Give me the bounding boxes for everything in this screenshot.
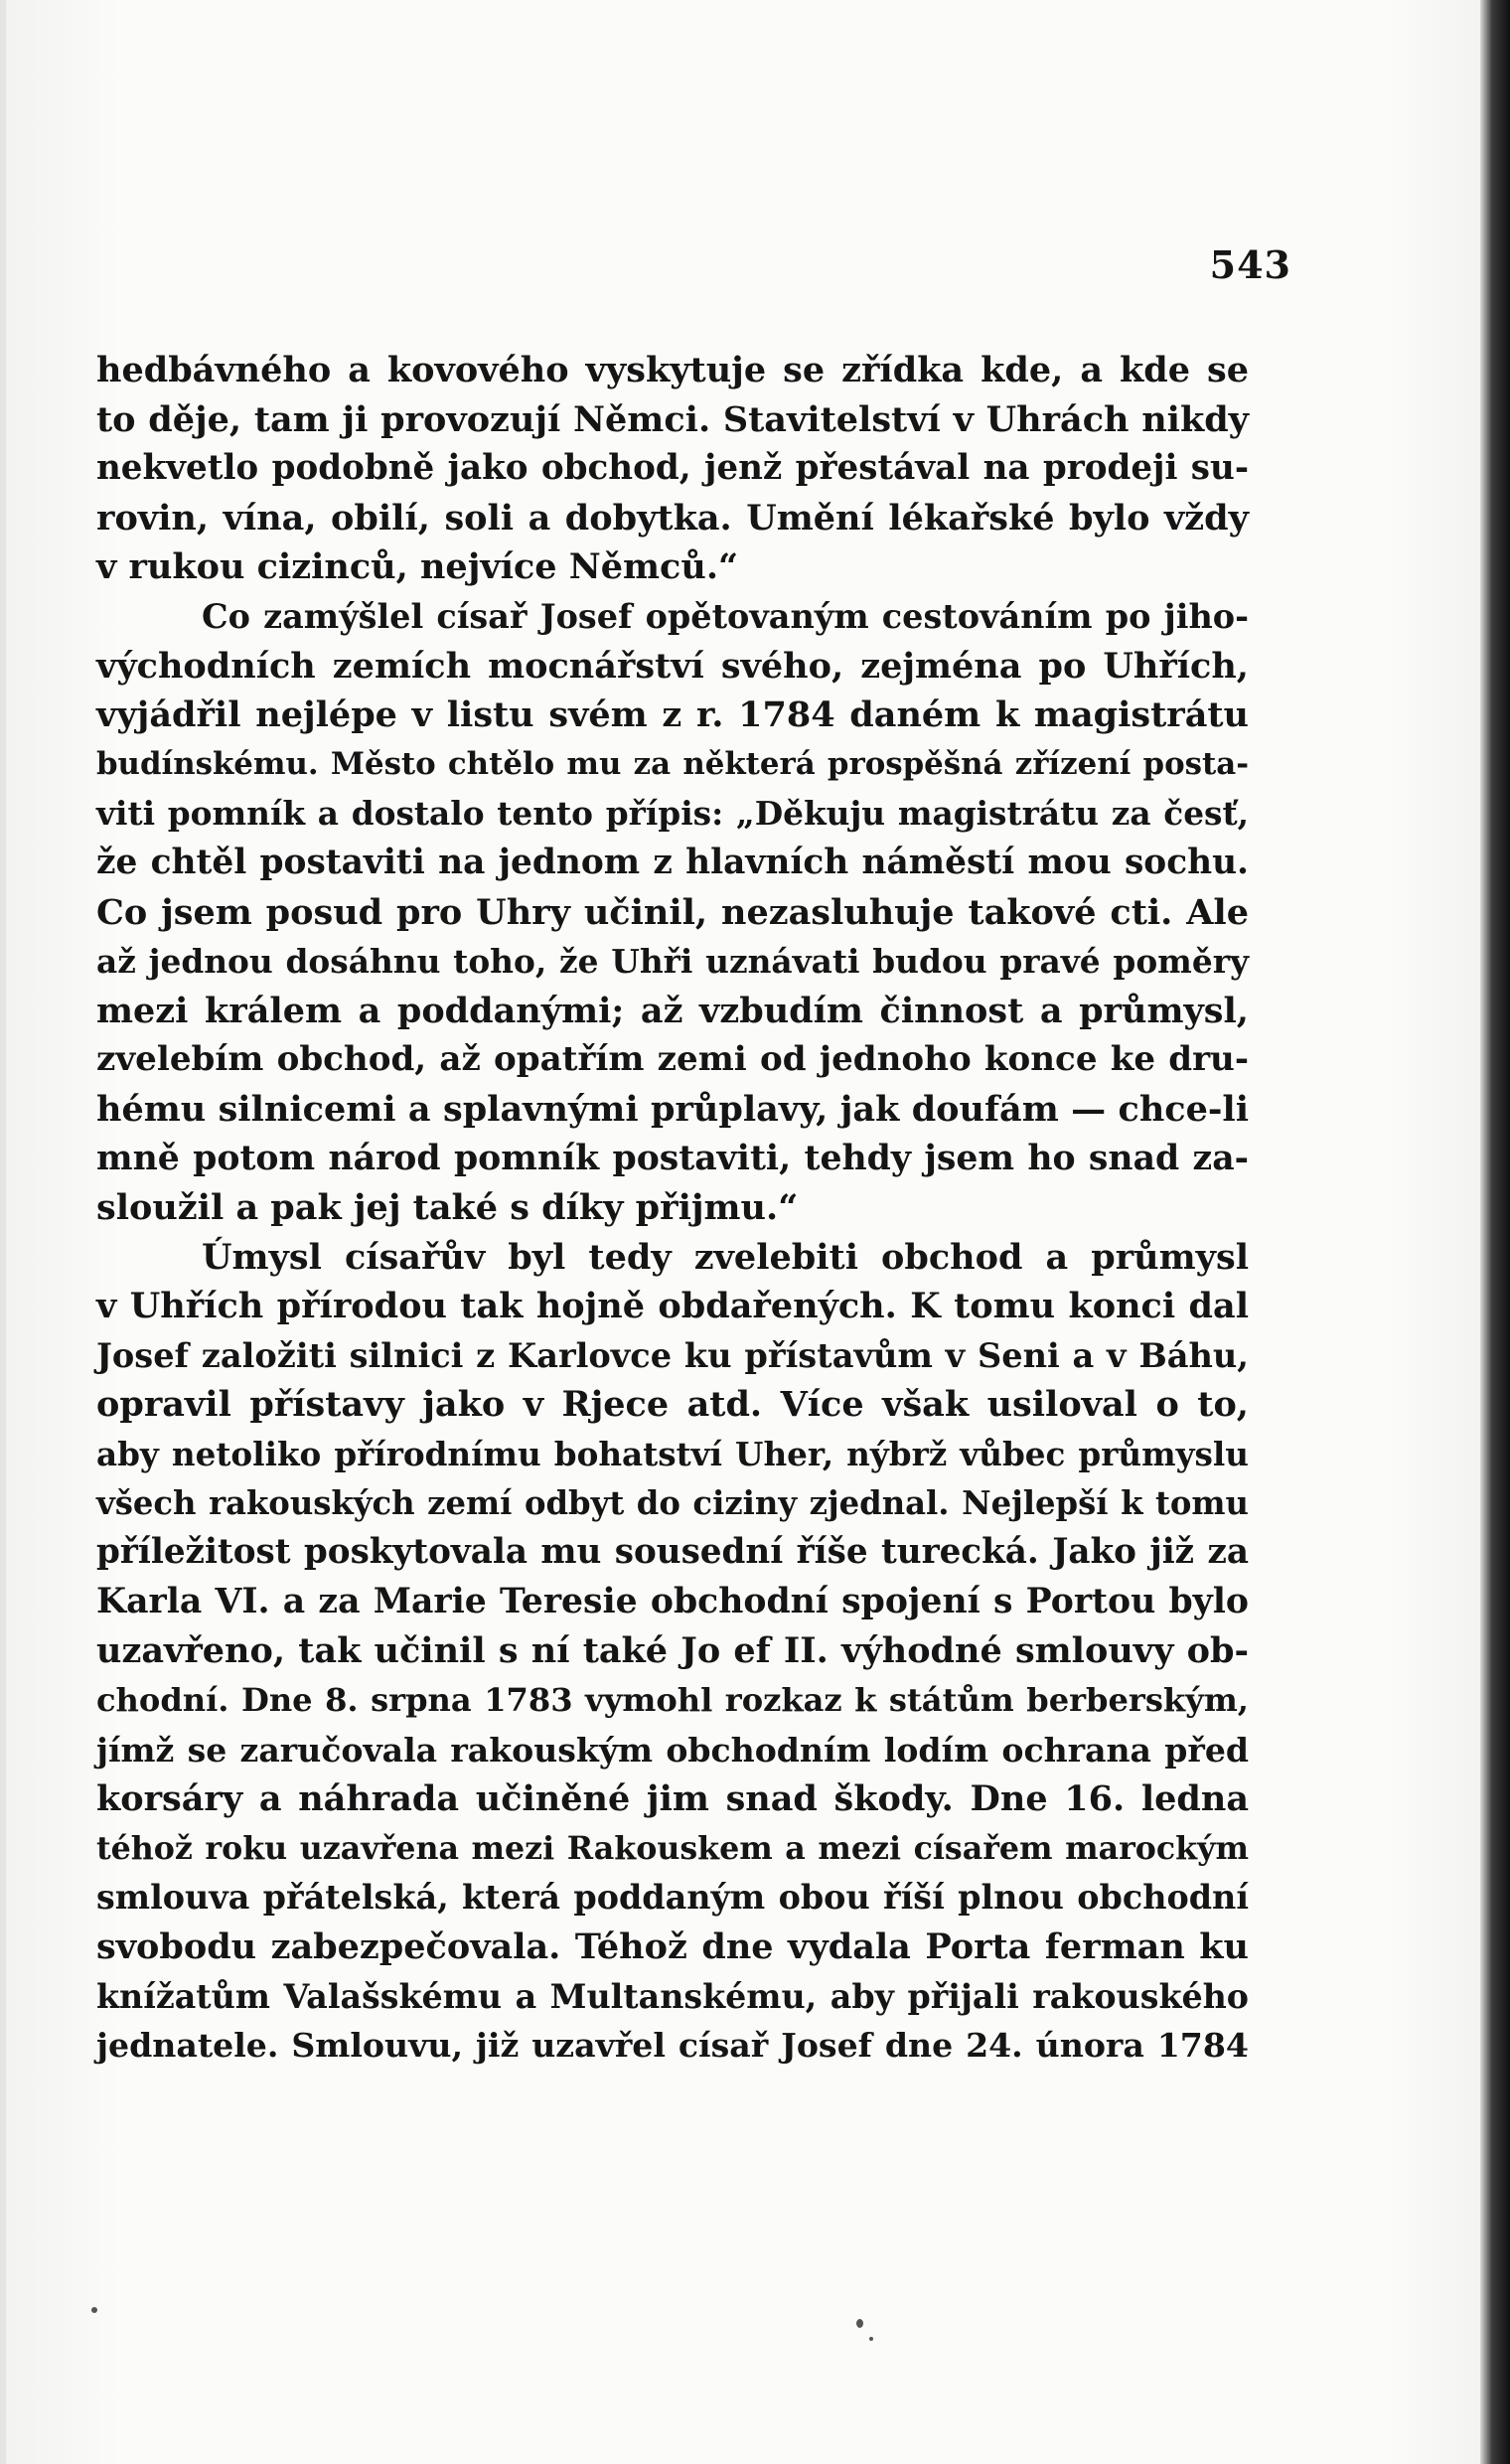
text-line: knížatům Valašskému a Multanskému, aby přijali rakouského [96,1976,1249,2016]
text-line: smlouva přátelská, která poddaným obou říší plnou obchodní [96,1878,1249,1918]
text-line: vyjádřil nejlépe v listu svém z r. 1784 daném k magistrátu [96,694,1249,736]
text-line: mezi králem a poddanými; až vzbudím činnost a průmysl, [96,990,1249,1031]
text-line: v Uhřích přírodou tak hojně obdařených. K tomu konci dal [96,1286,1249,1327]
text-line: rovin, vína, obilí, soli a dobytka. Umění lékařské bylo vždy [96,497,1249,539]
text-line: že chtěl postaviti na jednom z hlavních náměstí mou sochu. [96,842,1249,882]
text-line: zvelebím obchod, až opatřím zemi od jednoho konce ke dru- [96,1039,1249,1080]
text-line: jednatele. Smlouvu, již uzavřel císař Josef dne 24. února 1784 [96,2026,1249,2066]
print-speck [856,2319,863,2328]
text-line: uzavřeno, tak učinil s ní také Jo ef II. výhodné smlouvy ob- [96,1630,1249,1672]
page-number: 543 [1209,242,1291,287]
text-line: chodní. Dne 8. srpna 1783 vymohl rozkaz k státům berberským, [96,1681,1249,1720]
text-line: příležitost poskytovala mu sousední říše turecká. Jako již za [96,1532,1249,1573]
text-line: Úmysl císařův byl tedy zvelebiti obchod a průmysl [202,1236,1249,1278]
text-line: to děje, tam ji provozují Němci. Stavitelství v Uhrách nikdy [96,398,1249,440]
text-line: hému silnicemi a splavnými průplavy, jak doufám — chce-li [96,1088,1249,1130]
print-speck [869,2337,873,2341]
text-line: opravil přístavy jako v Rjece atd. Více však usiloval o to, [96,1384,1249,1426]
print-speck [91,2307,97,2313]
text-line: všech rakouských zemí odbyt do ciziny zjednal. Nejlepší k tomu [96,1483,1249,1522]
body-text [96,346,1249,2071]
text-line: viti pomník a dostalo tento přípis: „Děkuju magistrátu za česť, [96,794,1249,834]
text-line: mně potom národ pomník postaviti, tehdy jsem ho snad za- [96,1138,1249,1178]
page-right-edge-shadow [1480,0,1510,2464]
text-line: v rukou cizinců, nejvíce Němců.“ [96,546,739,588]
text-line: východních zemích mocnářství svého, zejména po Uhřích, [96,645,1249,687]
text-line: hedbávného a kovového vyskytuje se zřídka kde, a kde se [96,350,1249,390]
text-line: svobodu zabezpečovala. Téhož dne vydala Porta ferman ku [96,1926,1249,1967]
text-line: Karla VI. a za Marie Teresie obchodní spojení s Portou bylo [96,1581,1249,1621]
text-line: budínskému. Město chtělo mu za některá prospěšná zřízení posta- [96,745,1249,782]
text-line: až jednou dosáhnu toho, že Uhři uznávati budou pravé poměry [96,942,1249,982]
text-line: jímž se zaručovala rakouským obchodním lodím ochrana před [96,1730,1249,1770]
text-line: Co jsem posud pro Uhry učinil, nezasluhuje takové cti. Ale [96,891,1249,933]
text-line: aby netoliko přírodnímu bohatství Uher, nýbrž vůbec průmyslu [96,1435,1249,1474]
text-line: korsáry a náhrada učiněné jim snad škody. Dne 16. ledna [96,1778,1249,1820]
text-line: nekvetlo podobně jako obchod, jenž přestával na prodeji su- [96,448,1249,489]
page-left-edge [0,0,6,2464]
text-line: sloužil a pak jej také s díky přijmu.“ [96,1187,799,1229]
text-line: Co zamýšlel císař Josef opětovaným cestováním po jiho- [202,596,1249,636]
text-line: Josef založiti silnici z Karlovce ku přístavům v Seni a v Báhu, [96,1334,1249,1375]
text-line: téhož roku uzavřena mezi Rakouskem a mezi císařem marockým [96,1829,1249,1867]
